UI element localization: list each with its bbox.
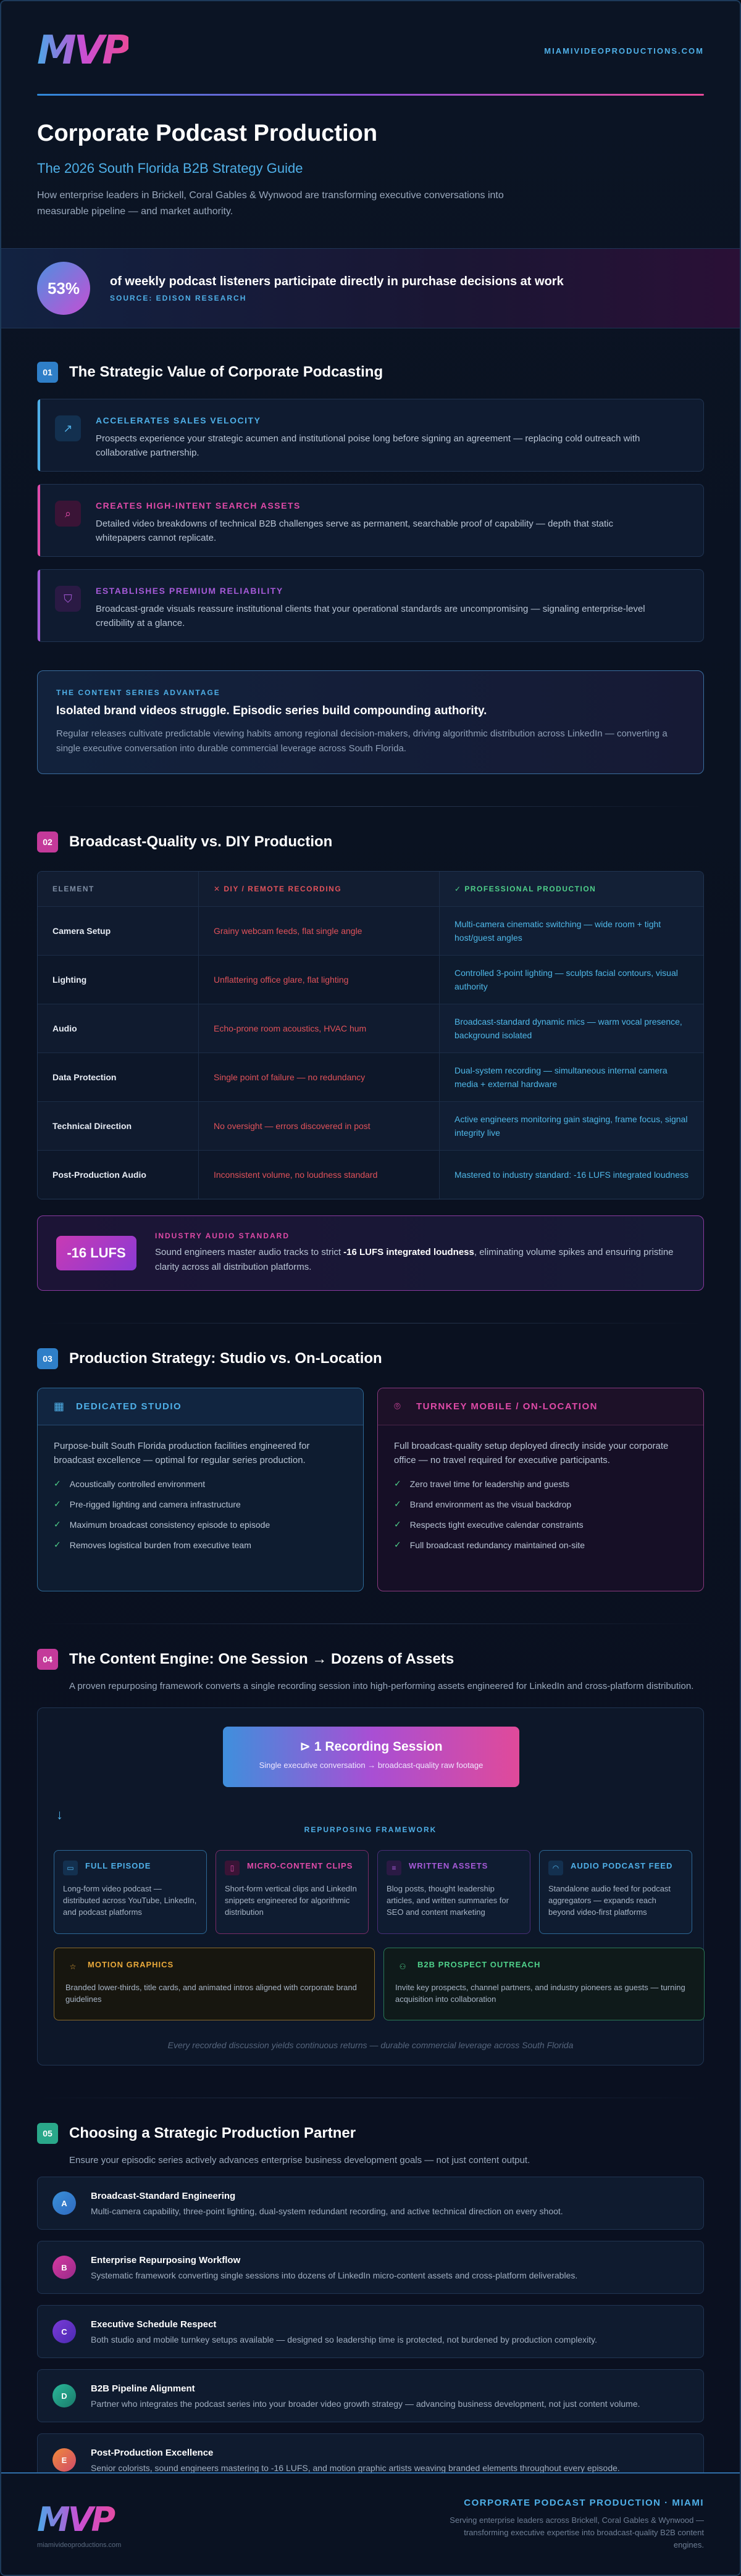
building-icon: ▦ — [54, 1400, 65, 1412]
trending-up-icon: ↗ — [55, 415, 81, 441]
stat-band — [1, 248, 740, 328]
value-card-title: ESTABLISHES PREMIUM RELIABILITY — [96, 586, 283, 596]
asset-card: ☆ MOTION GRAPHICS Branded lower-thirds, title cards, and animated intros aligned with corporate brand guidelines — [54, 1948, 375, 2020]
table-cell: Broadcast-standard dynamic mics — warm vocal presence, background isolated — [439, 1004, 703, 1052]
lufs-callout — [37, 1215, 704, 1291]
asset-card: ⚇ B2B PROSPECT OUTREACH Invite key prospects, channel partners, and industry pioneers as guests — turning acquisition into collaboration — [383, 1948, 705, 2020]
table-header-row — [38, 872, 703, 906]
recording-session-box: ⊳ 1 Recording Session Single executive conversation → broadcast-quality raw footage — [223, 1727, 519, 1787]
star-icon: ☆ — [69, 1962, 77, 1971]
section-desc: A proven repurposing framework converts a single recording session into high-performing assets engineered for LinkedIn and cross-platform distribution. — [69, 1681, 694, 1691]
mobile-title: TURNKEY MOBILE / ON-LOCATION — [416, 1401, 598, 1412]
stat-text: of weekly podcast listeners participate directly in purchase decisions at work — [110, 274, 564, 288]
check-icon: ✓ — [54, 1499, 61, 1509]
section-number: 03 — [37, 1348, 58, 1369]
table-row — [38, 906, 703, 955]
table-cell: Controlled 3-point lighting — sculpts facial contours, visual authority — [439, 956, 703, 1004]
lufs-label: INDUSTRY AUDIO STANDARD — [155, 1232, 290, 1240]
comparison-table — [37, 871, 704, 1199]
asset-card: ▯ MICRO-CONTENT CLIPS Short-form vertical clips and LinkedIn snippets engineered for algorithmic distribution — [216, 1850, 369, 1934]
table-cell: Data Protection — [52, 1072, 117, 1082]
advantage-text: Regular releases cultivate predictable viewing habits among regional decision-makers, driving algorithmic distribution across LinkedIn — converting a single executive conversation into durable commercial leverage across South Florida. — [56, 728, 668, 754]
play-icon: ⊳ — [299, 1740, 314, 1754]
lufs-badge: -16 LUFS — [56, 1236, 136, 1270]
section-title: Production Strategy: Studio vs. On-Location — [69, 1350, 382, 1367]
section-title: The Content Engine: One Session → Dozens of Assets — [69, 1651, 454, 1667]
partner-criterion: C Executive Schedule Respect Both studio and mobile turnkey setups available — designed so leadership time is protected, not burdened by production complexity. — [37, 2305, 704, 2358]
footer-url-link[interactable]: miamivideoproductions.com — [37, 2541, 122, 2549]
section-number: 05 — [37, 2123, 58, 2144]
section-production-strategy — [1, 1348, 740, 1591]
page-subtitle: The 2026 South Florida B2B Strategy Guide — [37, 160, 303, 176]
header-divider — [37, 94, 704, 96]
list-item: ✓ Brand environment as the visual backdrop — [394, 1499, 572, 1509]
table-row — [38, 1052, 703, 1101]
engine-footnote: Every recorded discussion yields continuous returns — durable commercial leverage across South Florida — [167, 2040, 574, 2050]
table-row — [38, 1150, 703, 1199]
check-icon: ✓ — [394, 1499, 401, 1509]
lufs-text: Sound engineers master audio tracks to strict -16 LUFS integrated loudness, eliminating volume spikes and ensuring pristine clarity across all distribution platforms. — [155, 1247, 674, 1272]
table-row — [38, 1004, 703, 1052]
studio-desc: Purpose-built South Florida production facilities engineered for broadcast excellence — optimal for regular series production. — [54, 1441, 310, 1465]
footer-text: Serving enterprise leaders across Brickell, Coral Gables & Wynwood — transforming executive expertise into broadcast-quality B2B content engines. — [450, 2515, 704, 2549]
criterion-badge: B — [52, 2256, 76, 2279]
partner-criterion: B Enterprise Repurposing Workflow Systematic framework converting single sessions into dozens of LinkedIn micro-content assets and cross-platform deliverables. — [37, 2241, 704, 2294]
shield-icon: ⛉ — [55, 586, 81, 612]
table-cell: Unflattering office glare, flat lighting — [198, 956, 439, 1004]
table-cell: Technical Direction — [52, 1121, 132, 1131]
session-subtitle: Single executive conversation → broadcast-quality raw footage — [259, 1761, 484, 1770]
section-number: 02 — [37, 832, 58, 852]
footer — [1, 2472, 740, 2575]
value-card-text: Broadcast-grade visuals reassure institutional clients that your operational standards are uncompromising — signaling enterprise-level credibility at a glance. — [96, 604, 645, 628]
mobile-card — [377, 1388, 704, 1591]
value-card-text: Detailed video breakdowns of technical B2B challenges serve as permanent, searchable proof of capability — depth that static whitepapers cannot replicate. — [96, 519, 613, 543]
value-card-title: CREATES HIGH-INTENT SEARCH ASSETS — [96, 501, 301, 511]
list-item: ✓ Full broadcast redundancy maintained on-site — [394, 1540, 585, 1550]
table-cell: Post-Production Audio — [52, 1170, 146, 1180]
table-cell: Multi-camera cinematic switching — wide room + tight host/guest angles — [439, 907, 703, 955]
section-number: 04 — [37, 1649, 58, 1670]
footer-logo[interactable]: MVP — [37, 2500, 121, 2539]
table-cell: Single point of failure — no redundancy — [198, 1053, 439, 1101]
value-card — [37, 399, 704, 472]
page-title: Corporate Podcast Production — [37, 120, 378, 146]
table-cell: No oversight — errors discovered in post — [198, 1102, 439, 1150]
table-header: ELEMENT — [52, 885, 94, 893]
list-item: ✓ Pre-rigged lighting and camera infrastructure — [54, 1499, 241, 1509]
advantage-headline: Isolated brand videos struggle. Episodic series build compounding authority. — [56, 704, 487, 717]
section-title: The Strategic Value of Corporate Podcasting — [69, 364, 383, 380]
table-cell: Lighting — [52, 975, 87, 985]
list-item: ✓ Acoustically controlled environment — [54, 1478, 206, 1489]
phone-icon: ▯ — [225, 1861, 240, 1875]
table-header: ✓ PROFESSIONAL PRODUCTION — [439, 872, 703, 906]
list-item: ✓ Removes logistical burden from executive team — [54, 1540, 251, 1550]
value-card — [37, 484, 704, 557]
mobile-desc: Full broadcast-quality setup deployed directly inside your corporate office — no travel required for executive participants. — [394, 1441, 669, 1465]
advantage-label: THE CONTENT SERIES ADVANTAGE — [56, 688, 220, 697]
section-title: Broadcast-Quality vs. DIY Production — [69, 833, 333, 850]
search-icon: ⌕ — [55, 501, 81, 527]
section-partner — [1, 2123, 740, 2486]
table-cell: Echo-prone room acoustics, HVAC hum — [198, 1004, 439, 1052]
asset-card: ≡ WRITTEN ASSETS Blog posts, thought leadership articles, and written summaries for SEO and content marketing — [377, 1850, 530, 1934]
table-cell: Grainy webcam feeds, flat single angle — [198, 907, 439, 955]
asset-card: ◠ AUDIO PODCAST FEED Standalone audio feed for podcast aggregators — expands reach beyond video-first platforms — [539, 1850, 692, 1934]
partner-criterion: E Post-Production Excellence Senior colorists, sound engineers mastering to -16 LUFS, and motion graphic artists weaving branded elements throughout every episode. — [37, 2433, 704, 2486]
framework-label: REPURPOSING FRAMEWORK — [304, 1825, 437, 1834]
criterion-badge: C — [52, 2320, 76, 2343]
content-series-advantage — [37, 670, 704, 774]
list-item: ✓ Maximum broadcast consistency episode to episode — [54, 1519, 270, 1530]
section-comparison — [1, 832, 740, 1291]
header — [1, 1, 740, 220]
section-desc: Ensure your episodic series actively advances enterprise business development goals — not just content output. — [69, 2155, 530, 2165]
table-row — [38, 1101, 703, 1150]
map-pin-icon: ⌾ — [394, 1400, 401, 1412]
list-item: ✓ Respects tight executive calendar constraints — [394, 1519, 584, 1530]
table-cell: Dual-system recording — simultaneous internal camera media + external hardware — [439, 1053, 703, 1101]
section-content-engine — [1, 1649, 740, 2065]
arrow-down-icon: ↓ — [56, 1807, 63, 1822]
value-card-title: ACCELERATES SALES VELOCITY — [96, 415, 261, 425]
table-cell: Audio — [52, 1023, 77, 1033]
check-icon: ✓ — [54, 1540, 61, 1549]
section-strategic-value — [1, 362, 740, 774]
check-icon: ✓ — [394, 1519, 401, 1529]
check-icon: ✓ — [394, 1540, 401, 1549]
check-icon: ✓ — [54, 1519, 61, 1529]
table-cell: Inconsistent volume, no loudness standard — [198, 1151, 439, 1199]
partner-criterion: D B2B Pipeline Alignment Partner who integrates the podcast series into your broader video growth strategy — advancing business development, not just content volume. — [37, 2369, 704, 2422]
check-icon: ✓ — [394, 1478, 401, 1488]
headphones-icon: ◠ — [548, 1861, 563, 1875]
section-title: Choosing a Strategic Production Partner — [69, 2125, 356, 2141]
monitor-icon: ▭ — [63, 1861, 78, 1875]
value-card-text: Prospects experience your strategic acumen and institutional poise long before signing an agreement — replacing cold outreach with collaborative partnership. — [96, 433, 640, 458]
table-cell: Camera Setup — [52, 926, 111, 936]
top-bar — [37, 26, 704, 75]
site-url-link[interactable]: MIAMIVIDEOPRODUCTIONS.COM — [544, 46, 704, 56]
footer-title: CORPORATE PODCAST PRODUCTION · MIAMI — [464, 2497, 704, 2508]
value-card — [37, 569, 704, 642]
stat-value: 53% — [37, 262, 90, 315]
intro-text: How enterprise leaders in Brickell, Coral Gables & Wynwood are transforming executive conversations into measurable pipeline — and market authority. — [37, 190, 504, 217]
section-number: 01 — [37, 362, 58, 383]
criterion-badge: D — [52, 2384, 76, 2407]
stat-source: SOURCE: EDISON RESEARCH — [110, 293, 247, 302]
table-cell: Mastered to industry standard: -16 LUFS integrated loudness — [439, 1151, 703, 1199]
partner-criterion: A Broadcast-Standard Engineering Multi-camera capability, three-point lighting, dual-system redundant recording, and active technical direction on every shoot. — [37, 2177, 704, 2230]
studio-card — [37, 1388, 364, 1591]
criterion-badge: E — [52, 2448, 76, 2472]
asset-card: ▭ FULL EPISODE Long-form video podcast — distributed across YouTube, LinkedIn, and podcast platforms — [54, 1850, 207, 1934]
studio-title: DEDICATED STUDIO — [76, 1401, 182, 1412]
criterion-badge: A — [52, 2191, 76, 2215]
content-engine-diagram — [37, 1707, 704, 2065]
document-icon: ≡ — [387, 1861, 401, 1875]
section-divider — [37, 806, 704, 807]
table-header: ✕ DIY / REMOTE RECORDING — [198, 872, 439, 906]
list-item: ✓ Zero travel time for leadership and guests — [394, 1478, 570, 1489]
check-icon: ✓ — [54, 1478, 61, 1488]
users-icon: ⚇ — [399, 1962, 406, 1971]
table-cell: Active engineers monitoring gain staging, frame focus, signal integrity live — [439, 1102, 703, 1150]
table-row — [38, 955, 703, 1004]
logo[interactable]: MVP — [37, 28, 129, 73]
